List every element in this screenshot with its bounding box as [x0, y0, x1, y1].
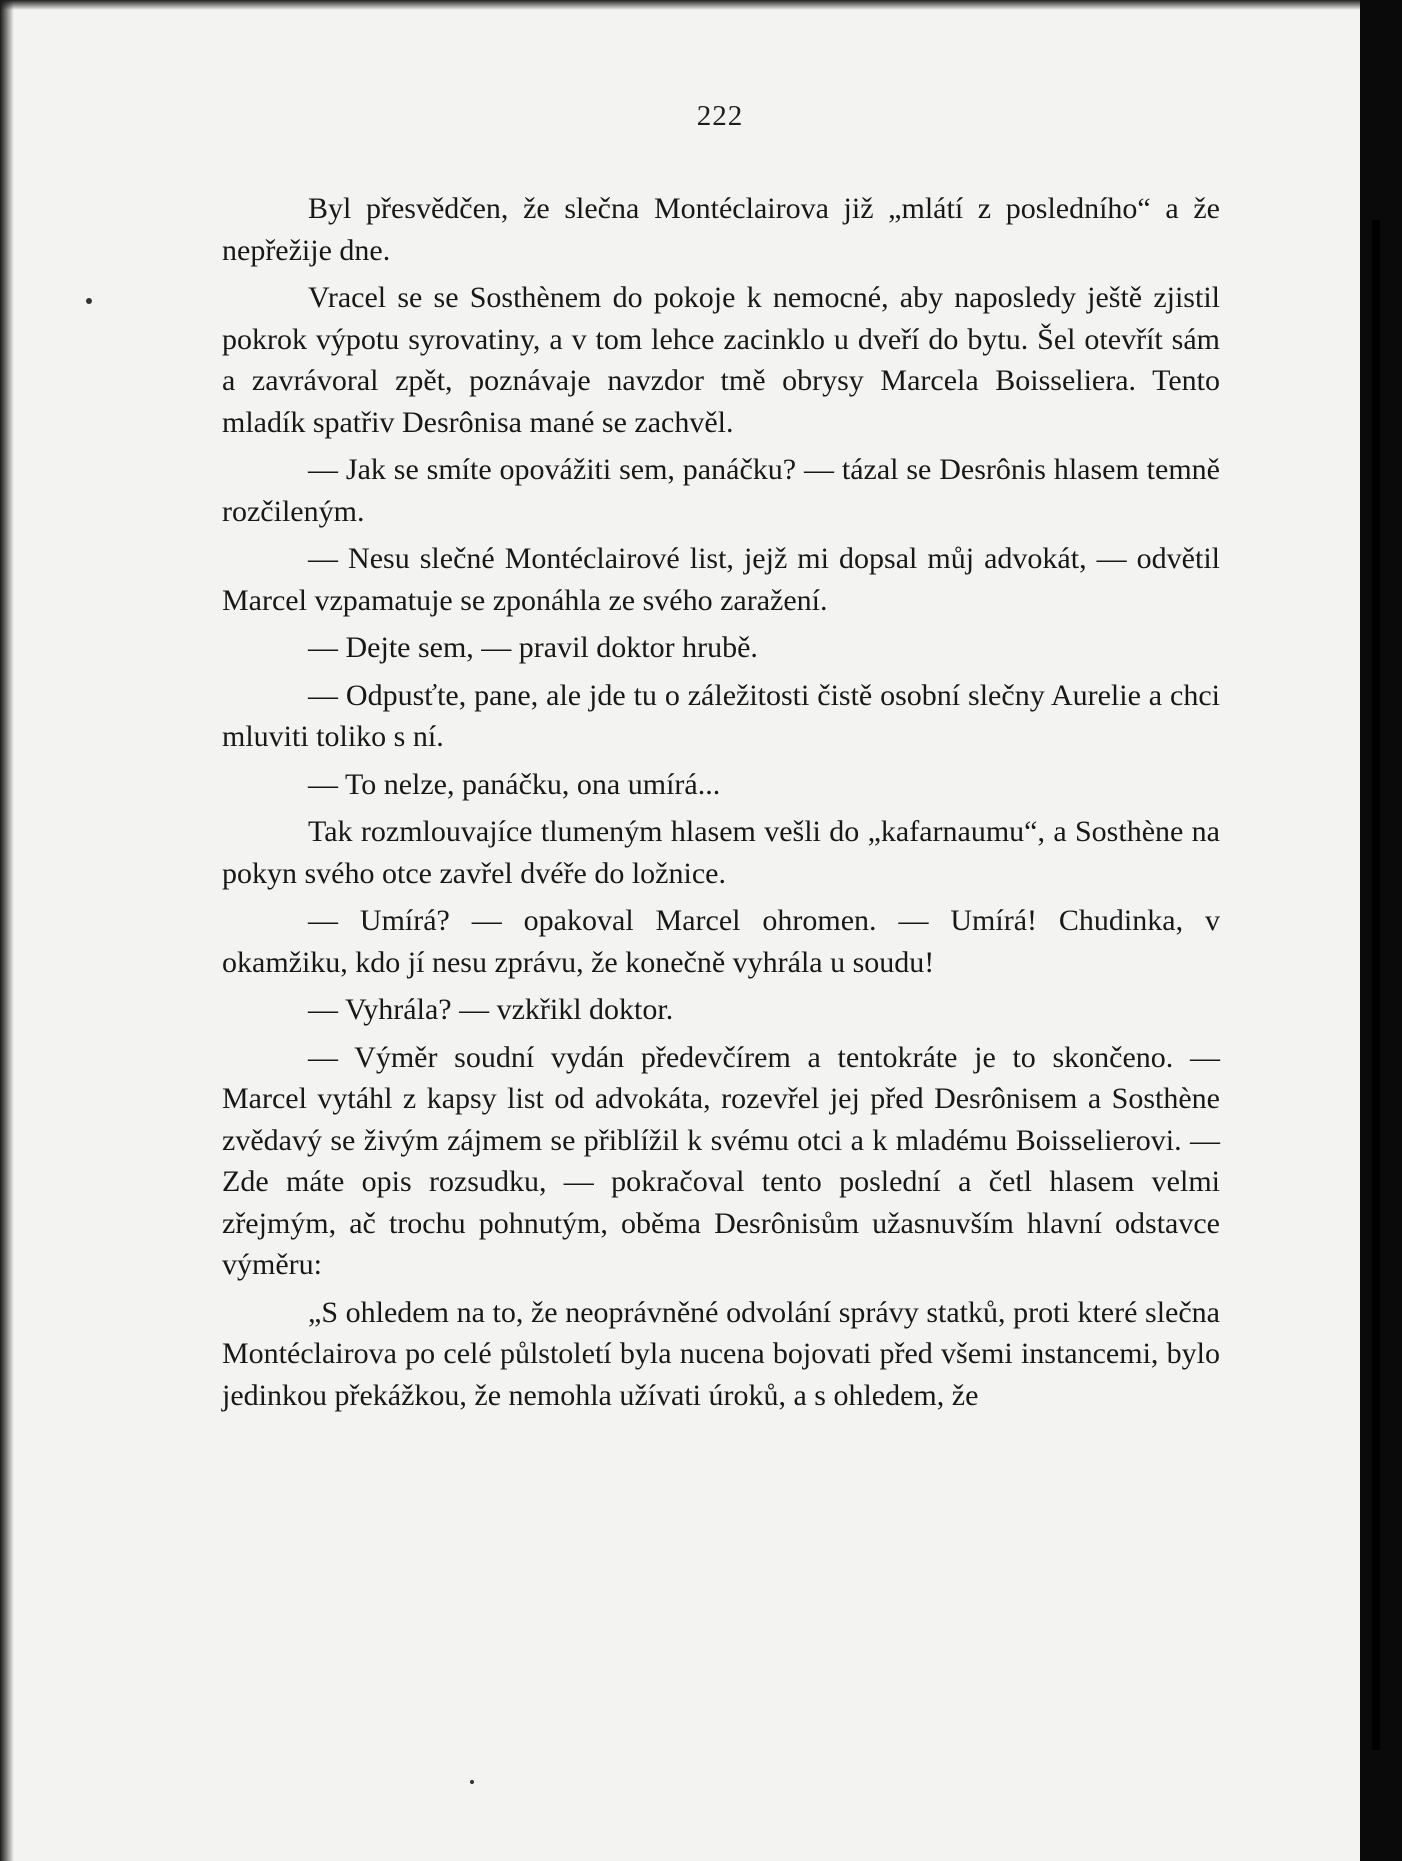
- paragraph: — To nelze, panáčku, ona umírá...: [308, 767, 721, 801]
- scan-speck: [86, 298, 92, 304]
- page-top-shadow: [0, 0, 1360, 10]
- binding-edge: [1372, 220, 1380, 1750]
- scan-border: [1360, 0, 1402, 1861]
- paragraph: — Dejte sem, — pravil doktor hrubě.: [308, 631, 758, 664]
- paragraph: „S ohledem na to, že neoprávněné odvolání správy statků, proti které slečna Montéclairova po celé půlstoletí byla nucena bojovati před všemi instancemi, bylo jedinkou překážkou, že nemohla užívati úroků, a s ohledem, že: [222, 1295, 1220, 1412]
- paragraph: — Umírá? — opakoval Marcel ohromen. — Umírá! Chudinka, v okamžiku, kdo jí nesu zprávu, že konečně vyhrála u soudu!: [222, 904, 1220, 979]
- paragraph: — Jak se smíte opovážiti sem, panáčku? — tázal se Desrônis hlasem temně rozčileným.: [222, 453, 1220, 528]
- paragraph: Tak rozmlouvajíce tlumeným hlasem vešli do „kafarnaumu“, a Sosthène na pokyn svého otce zavřel dvéře do ložnice.: [222, 815, 1220, 890]
- paragraph: — Odpusťte, pane, ale jde tu o záležitosti čistě osobní slečny Aurelie a chci mluviti toliko s ní.: [222, 678, 1220, 753]
- paragraph: — Vyhrála? — vzkřikl doktor.: [308, 993, 674, 1026]
- scan-speck: [470, 1780, 474, 1784]
- paragraph: — Výměr soudní vydán předevčírem a tentokráte je to skončeno. — Marcel vytáhl z kapsy list od advokáta, rozevřel jej před Desrônisem a Sosthène zvědavý se živým zájmem se přiblížil k svému otci a k mladému Boisselierovi. — Zde máte opis rozsudku, — pokračoval tento poslední a četl hlasem velmi zřejmým, ač trochu pohnutým, oběma Desrônisům užasnuvším hlavní odstavce výměru:: [222, 1040, 1220, 1281]
- paragraph: Vracel se se Sosthènem do pokoje k nemocné, aby naposledy ještě zjistil pokrok výpotu syrovatiny, a v tom lehce zacinklo u dveří do bytu. Šel otevřít sám a zavrávoral zpět, poznávaje navzdor tmě obrysy Marcela Boisseliera. Tento mladík spatřiv Desrônisa mané se zachvěl.: [222, 281, 1220, 439]
- page-left-shadow: [0, 0, 14, 1861]
- paragraph: Byl přesvědčen, že slečna Montéclairova již „mlátí z posledního“ a že nepřežije dne.: [222, 192, 1220, 267]
- page-number: 222: [696, 100, 744, 132]
- paragraph: — Nesu slečné Montéclairové list, jejž mi dopsal můj advokát, — odvětil Marcel vzpamatuje se zponáhla ze svého zaražení.: [222, 542, 1220, 617]
- body-text: [222, 188, 1220, 1422]
